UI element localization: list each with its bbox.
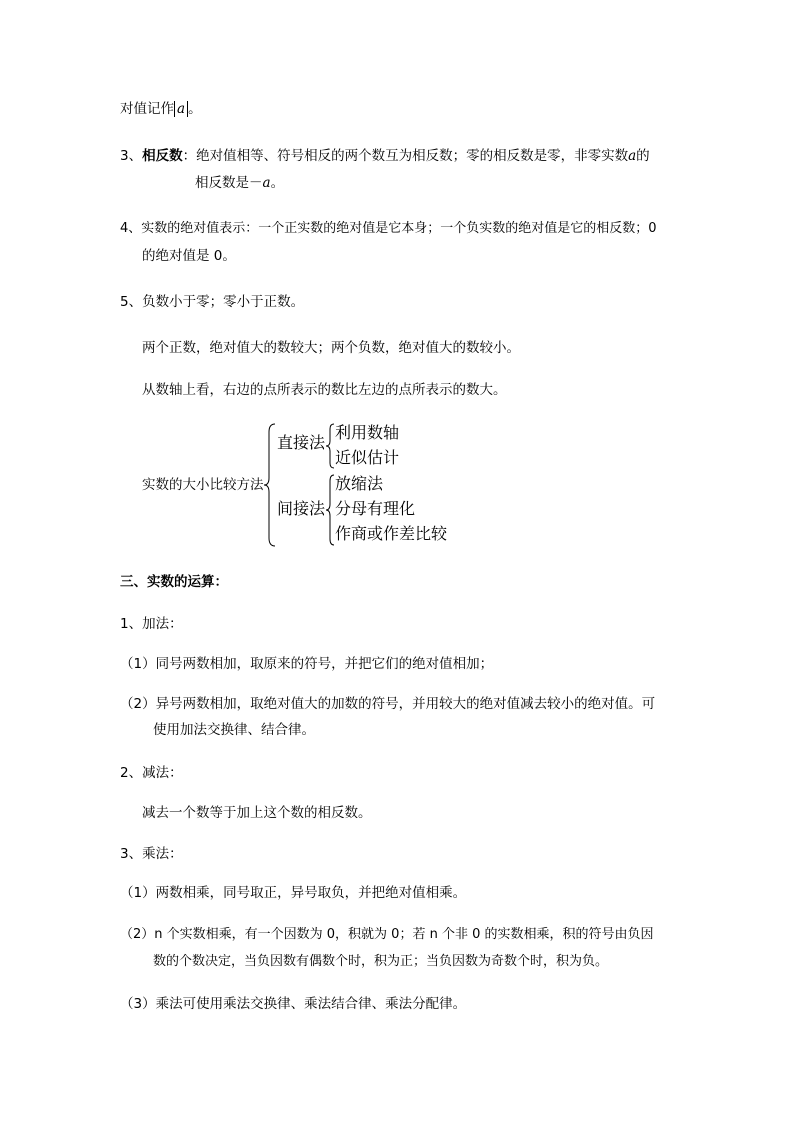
abs-value-line (120, 99, 202, 119)
indirect-item-rationalize: 分母有理化 (335, 499, 416, 518)
direct-item-number-line: 利用数轴 (335, 423, 400, 442)
item-3-colon: ： (182, 148, 197, 164)
item-5-line-2: 两个正数，绝对值大的数较大；两个负数，绝对值大的数较小。 (142, 340, 520, 356)
diagram-root-label: 实数的大小比较方法 (142, 477, 264, 493)
item-4-line-2: 的绝对值是 0。 (142, 248, 236, 264)
item-3-line-2-text: 相反数是－ (195, 175, 263, 191)
item-3-line-2 (195, 173, 284, 193)
item-3-title: 相反数 (142, 148, 183, 164)
indirect-item-scaling: 放缩法 (335, 474, 384, 493)
multiplication-rule-3: （3）乘法可使用乘法交换律、乘法结合律、乘法分配律。 (120, 996, 467, 1012)
item-5-line-1: 5、负数小于零；零小于正数。 (120, 294, 305, 310)
item-4-line-1: 4、实数的绝对值表示：一个正实数的绝对值是它本身；一个负实数的绝对值是它的相反数；0 (120, 221, 657, 236)
multiplication-rule-1: （1）两数相乘，同号取正，异号取负，并把绝对值相乘。 (120, 885, 467, 901)
direct-item-estimate: 近似估计 (335, 448, 400, 467)
addition-title: 1、加法： (120, 616, 183, 632)
addition-rule-2-line-2: 使用加法交换律、结合律。 (153, 722, 315, 738)
item-3-tail: 的 (636, 148, 650, 164)
multiplication-rule-2-line-2: 数的个数决定，当负因数有偶数个时，积为正；当负因数为奇数个时，积为负。 (153, 954, 609, 969)
item-5-line-3: 从数轴上看，右边的点所表示的数比左边的点所表示的数大。 (142, 382, 507, 398)
item-3-number: 3、 (120, 148, 143, 164)
variable-a: a (177, 101, 186, 117)
subtraction-rule: 减去一个数等于加上这个数的相反数。 (142, 805, 372, 821)
multiplication-rule-2-line-1: （2）n 个实数相乘，有一个因数为 0，积就为 0；若 n 个非 0 的实数相乘，积的符号由负因 (120, 927, 654, 942)
addition-rule-2-line-1: （2）异号两数相加，取绝对值大的加数的符号，并用较大的绝对值减去较小的绝对值。可 (120, 696, 656, 712)
abs-value-bars (174, 101, 188, 117)
variable-a: a (262, 175, 271, 191)
section-3-heading: 三、实数的运算： (120, 574, 228, 590)
indirect-method-label: 间接法 (277, 499, 326, 518)
item-3-text: 绝对值相等、符号相反的两个数互为相反数；零的相反数是零，非零实数 (196, 148, 629, 164)
direct-method-label: 直接法 (277, 433, 326, 452)
abs-value-text: 对值记作 (120, 101, 174, 117)
period: 。 (188, 101, 202, 117)
indirect-item-quotient-diff: 作商或作差比较 (335, 524, 448, 543)
item-3-line-1 (120, 146, 650, 166)
period: 。 (270, 175, 285, 191)
subtraction-title: 2、减法： (120, 765, 183, 781)
multiplication-title: 3、乘法： (120, 846, 183, 862)
variable-a: a (628, 148, 637, 164)
addition-rule-1: （1）同号两数相加，取原来的符号，并把它们的绝对值相加； (120, 656, 494, 672)
